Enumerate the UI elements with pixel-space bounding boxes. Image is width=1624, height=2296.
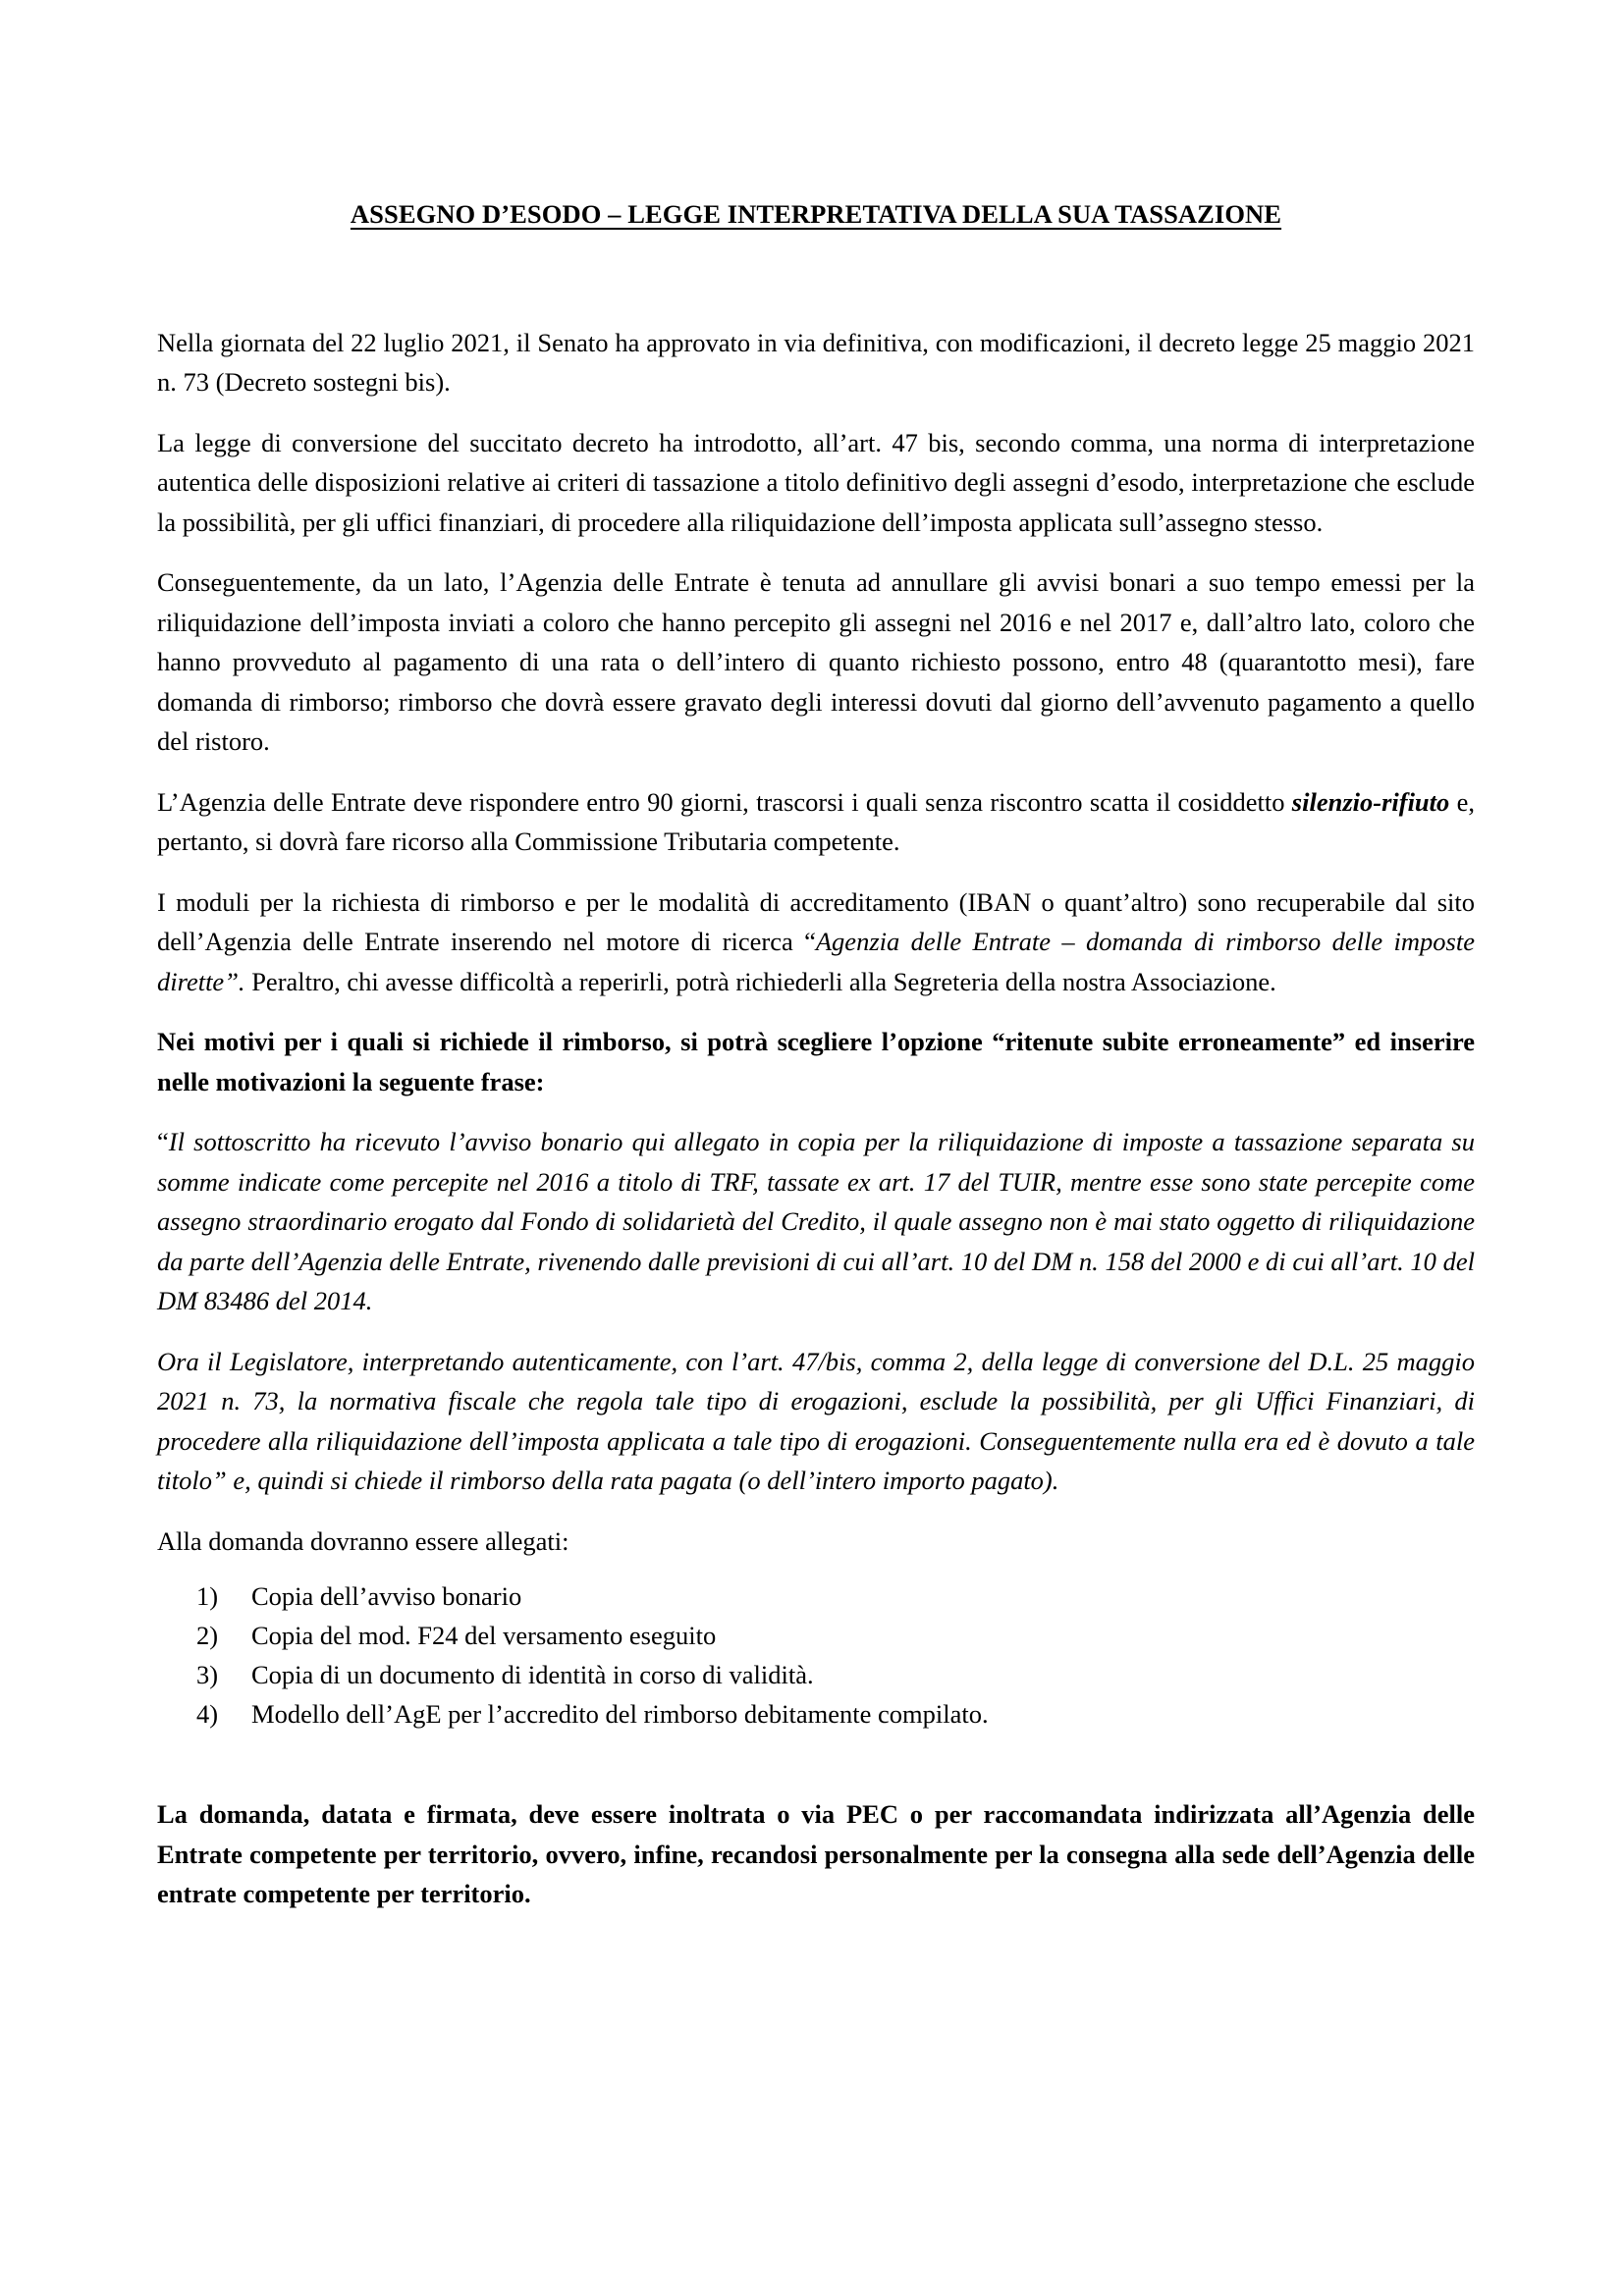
- list-item: [196, 1694, 1475, 1734]
- forms-text: I moduli per la richiesta di rimborso e per le modalità di accreditamento (IBAN o quant’altro) sono recuperabile dal sito dell’Agenzia delle Entrate inserendo nel motore di ricerca “: [157, 886, 1475, 956]
- list-item: [196, 1576, 1475, 1616]
- list-item-number: 1): [196, 1581, 219, 1611]
- list-item-text: Copia di un documento di identità in corso di validità.: [251, 1660, 814, 1689]
- forms-text-end: Peraltro, chi avesse difficoltà a reperirli, potrà richiederli alla Segreteria della nostra Associazione.: [244, 966, 1276, 996]
- paragraph-legislator: Ora il Legislatore, interpretando autenticamente, con l’art. 47/bis, comma 2, della legge di conversione del D.L. 25 maggio 2021 n. 73, la normativa fiscale che regola tale tipo di erogazioni, esclude la possibilità, per gli Uffici Finanziari, di procedere alla riliquidazione dell’imposta applicata a tale tipo di erogazioni. Conseguentemente nulla era ed è dovuto a tale titolo” e, quindi si chiede il rimborso della rata pagata (o dell’intero importo pagato).: [157, 1346, 1475, 1495]
- silenzio-rifiuto-term: silenzio-rifiuto: [1291, 786, 1450, 817]
- list-item-text: Copia dell’avviso bonario: [251, 1581, 522, 1611]
- paragraph-consequences: Conseguentemente, da un lato, l’Agenzia delle Entrate è tenuta ad annullare gli avvisi bonari a suo tempo emessi per la riliquidazione dell’imposta inviati a coloro che hanno percepito gli assegni nel 2016 e nel 2017 e, dall’altro lato, coloro che hanno provveduto al pagamento di una rata o dell’intero di quanto richiesto possono, entro 48 (quarantotto mesi), fare domanda di rimborso; rimborso che dovrà essere gravato degli interessi dovuti dal giorno dell’avvenuto pagamento a quello del ristoro.: [157, 567, 1475, 756]
- paragraph-submission: La domanda, datata e firmata, deve essere inoltrata o via PEC o per raccomandata indirizzata all’Agenzia delle Entrate competente per territorio, ovvero, infine, recandosi personalmente per la consegna alla sede dell’Agenzia delle entrate competente per territorio.: [157, 1799, 1475, 1908]
- list-item-number: 3): [196, 1660, 219, 1689]
- response-deadline-text: L’Agenzia delle Entrate deve rispondere entro 90 giorni, trascorsi i quali senza riscontro scatta il cosiddetto: [157, 786, 1292, 817]
- document-page: [157, 194, 1475, 1935]
- paragraph-response-deadline: [157, 782, 1475, 862]
- attachments-list: [157, 1576, 1475, 1734]
- paragraph-forms: [157, 882, 1475, 1002]
- list-item-number: 4): [196, 1699, 219, 1729]
- document-title: ASSEGNO D’ESODO – LEGGE INTERPRETATIVA DELLA SUA TASSAZIONE: [350, 199, 1282, 229]
- list-item: [196, 1616, 1475, 1655]
- list-item: [196, 1655, 1475, 1694]
- response-deadline-text-end: e, pertanto, si dovrà fare ricorso alla Commissione Tributaria competente.: [157, 786, 1475, 856]
- paragraph-attachments-intro: Alla domanda dovranno essere allegati:: [157, 1525, 569, 1556]
- paragraph-conversion-law: La legge di conversione del succitato decreto ha introdotto, all’art. 47 bis, secondo comma, una norma di interpretazione autentica delle disposizioni relative ai criteri di tassazione a titolo definitivo degli assegni d’esodo, interpretazione che esclude la possibilità, per gli uffici finanziari, di procedere alla riliquidazione dell’imposta applicata sull’assegno stesso.: [157, 427, 1475, 537]
- paragraph-quoted-statement: [157, 1122, 1475, 1321]
- quote-open-mark: “: [157, 1127, 169, 1156]
- quoted-statement-text: Il sottoscritto ha ricevuto l’avviso bonario qui allegato in copia per la riliquidazione di imposte a tassazione separata su somme indicate come percepite nel 2016 a titolo di TRF, tassate ex art. 17 del TUIR, mentre esse sono state percepite come assegno straordinario erogato dal Fondo di solidarietà del Credito, il quale assegno non è mai stato oggetto di riliquidazione da parte dell’Agenzia delle Entrate, rivenendo dalle previsioni di cui all’art. 10 del DM n. 158 del 2000 e di cui all’art. 10 del DM 83486 del 2014.: [157, 1127, 1475, 1315]
- paragraph-refund-reasons: Nei motivi per i quali si richiede il rimborso, si potrà scegliere l’opzione “ritenute subite erroneamente” ed inserire nelle motivazioni la seguente frase:: [157, 1027, 1475, 1096]
- list-item-text: Modello dell’AgE per l’accredito del rimborso debitamente compilato.: [251, 1699, 989, 1729]
- list-item-number: 2): [196, 1621, 219, 1650]
- paragraph-senate-approval: Nella giornata del 22 luglio 2021, il Senato ha approvato in via definitiva, con modificazioni, il decreto legge 25 maggio 2021 n. 73 (Decreto sostegni bis).: [157, 327, 1475, 397]
- list-item-text: Copia del mod. F24 del versamento eseguito: [251, 1621, 717, 1650]
- search-query-text: Agenzia delle Entrate – domanda di rimborso delle imposte dirette”.: [157, 927, 1475, 996]
